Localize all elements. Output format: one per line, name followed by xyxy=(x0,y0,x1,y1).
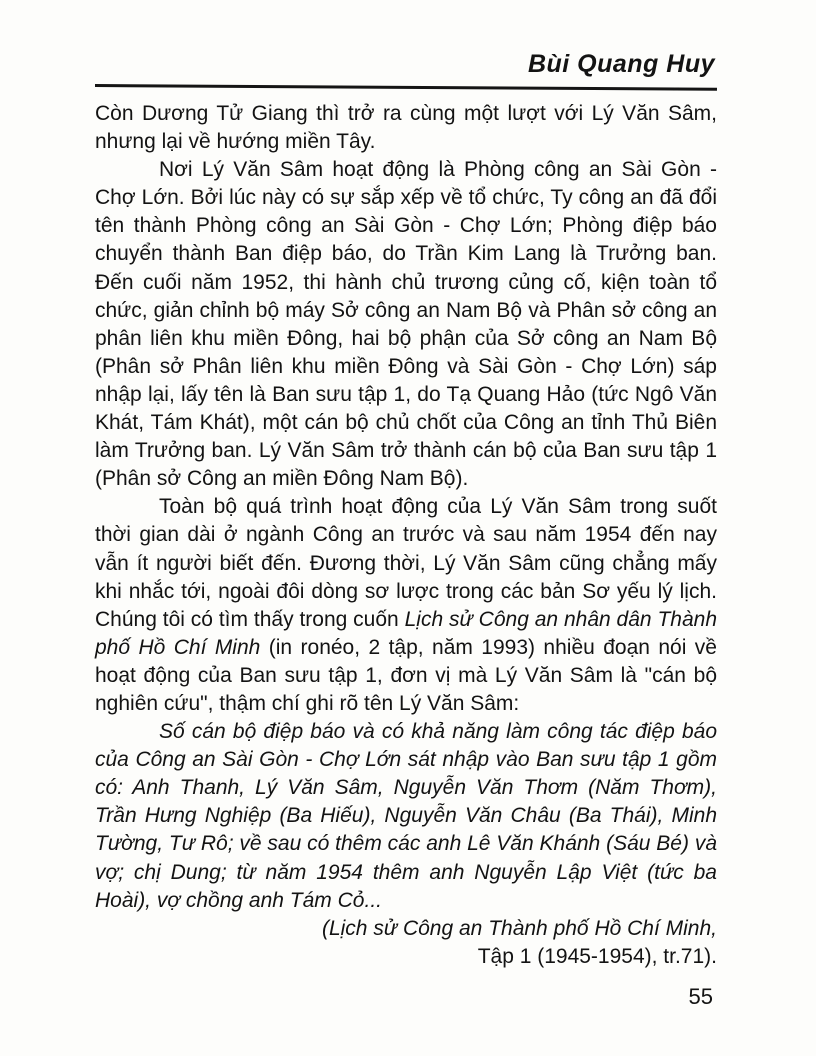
paragraph-text: (in ronéo, 2 tập, năm 1993) nhiều đoạn nói về hoạt động của Ban sưu tập 1, đơn vị mà Lý Văn Sâm là "cán bộ nghiên cứu", thậm chí ghi rõ tên Lý Văn Sâm: xyxy=(95,635,717,715)
book-title: Lịch sử Công an nhân dân Thành phố Hồ Chí Minh xyxy=(95,607,718,659)
page-content xyxy=(95,50,717,1011)
citation-source: (Lịch sử Công an Thành phố Hồ Chí Minh, xyxy=(321,916,717,940)
citation-volume: Tập 1 (1945-1954), tr.71). xyxy=(477,944,717,968)
paragraph-text: Toàn bộ quá trình hoạt động của Lý Văn Sâm trong suốt thời gian dài ở ngành Công an trước và sau năm 1954 đến nay vẫn ít người biết đến. Đương thời, Lý Văn Sâm cũng chẳng mấy khi nhắc tới, ngoài đôi dòng sơ lược trong các bản Sơ yếu lý lịch. Chúng tôi có tìm thấy trong cuốn xyxy=(95,495,717,631)
paragraph-with-title xyxy=(95,493,717,718)
citation xyxy=(95,915,717,971)
block-quote: Số cán bộ điệp báo và có khả năng làm công tác điệp báo của Công an Sài Gòn - Chợ Lớn sát nhập vào Ban sưu tập 1 gồm có: Anh Thanh, Lý Văn Sâm, Nguyễn Văn Thơm (Năm Thơm), Trần Hưng Nghiệp (Ba Hiếu), Nguyễn Văn Châu (Ba Thái), Minh Tường, Tư Rô; về sau có thêm các anh Lê Văn Khánh (Sáu Bé) và vợ; chị Dung; từ năm 1954 thêm anh Nguyễn Lập Việt (tức ba Hoài), vợ chồng anh Tám Cỏ... xyxy=(95,720,717,912)
paragraph-main: Nơi Lý Văn Sâm hoạt động là Phòng công an Sài Gòn - Chợ Lớn. Bởi lúc này có sự sắp xếp về tổ chức, Ty công an đã đổi tên thành Phòng công an Sài Gòn - Chợ Lớn; Phòng điệp báo chuyển thành Ban điệp báo, do Trần Kim Lang là Trưởng ban. Đến cuối năm 1952, thi hành chủ trương củng cố, kiện toàn tổ chức, giản chỉnh bộ máy Sở công an Nam Bộ và Phân sở công an phân liên khu miền Đông, hai bộ phận của Sở công an Nam Bộ (Phân sở Phân liên khu miền Đông và Sài Gòn - Chợ Lớn) sáp nhập lại, lấy tên là Ban sưu tập 1, do Tạ Quang Hảo (tức Ngô Văn Khát, Tám Khát), một cán bộ chủ chốt của Công an tỉnh Thủ Biên làm Trưởng ban. Lý Văn Sâm trở thành cán bộ của Ban sưu tập 1 (Phân sở Công an miền Đông Nam Bộ). xyxy=(95,158,717,491)
page-header xyxy=(95,50,717,79)
page-number: 55 xyxy=(688,983,713,1009)
running-head-author: Bùi Quang Huy xyxy=(527,50,715,78)
body-text xyxy=(95,100,717,1011)
paragraph-continuation: Còn Dương Tử Giang thì trở ra cùng một lượt với Lý Văn Sâm, nhưng lại về hướng miền Tây. xyxy=(95,102,717,154)
header-rule xyxy=(95,84,717,91)
